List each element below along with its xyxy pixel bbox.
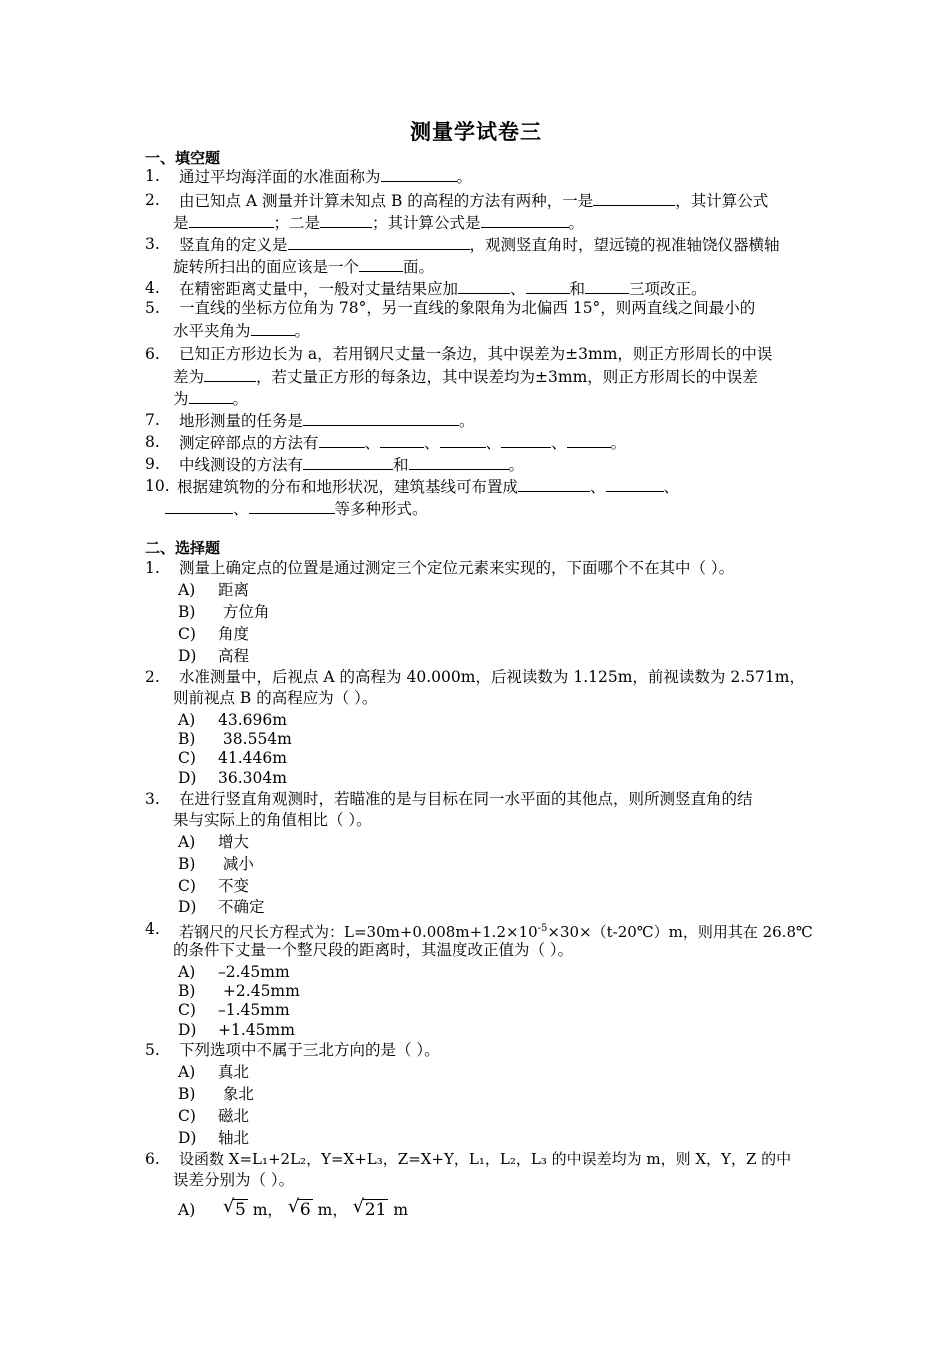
question-text: 差为 ，若丈量正方形的每条边，其中误差均为±3mm，则正方形周长的中误差: [173, 368, 758, 386]
option: B) 38.554m: [178, 730, 292, 748]
question-text: 则前视点 B 的高程应为（ ）。: [173, 689, 378, 707]
section-heading-multiple-choice: 二、选择题: [145, 539, 221, 557]
option: D) 不确定: [178, 898, 265, 916]
option: C) 不变: [178, 877, 250, 895]
option: A) 真北: [178, 1063, 250, 1081]
blank: [593, 190, 675, 206]
question-text: 为 。: [173, 390, 249, 408]
question-number: 9.: [145, 455, 160, 473]
question-text: 下列选项中不属于三北方向的是（ ）。: [179, 1041, 440, 1059]
blank: [381, 166, 457, 182]
option: D) 轴北: [178, 1129, 250, 1147]
question-number: 3.: [145, 235, 160, 253]
question-text: 水准测量中，后视点 A 的高程为 40.000m，后视读数为 1.125m，前视读数为 2.571m，: [179, 668, 805, 686]
blank: [440, 432, 486, 448]
question-number: 4.: [145, 920, 160, 938]
question-number: 6.: [145, 1150, 160, 1168]
blank: [409, 454, 509, 470]
question-text: 的条件下丈量一个整尺段的距离时，其温度改正值为（ ）。: [173, 941, 574, 959]
question-number: 8.: [145, 433, 160, 451]
option: C) –1.45mm: [178, 1001, 290, 1019]
question-number: 2.: [145, 191, 160, 209]
question-text: 地形测量的任务是 。: [179, 412, 475, 430]
option: A) 43.696m: [178, 711, 287, 729]
blank: [303, 410, 459, 426]
option: A) √ 5 m， √ 6 m， √ 21 m: [178, 1196, 409, 1220]
sqrt-expression: √ 6: [287, 1196, 311, 1220]
question-text: 、 等多种形式。: [165, 498, 428, 519]
option: B) +2.45mm: [178, 982, 300, 1000]
sqrt-expression: √ 21: [352, 1196, 387, 1220]
question-number: 5.: [145, 1041, 160, 1059]
question-text: 一直线的坐标方位角为 78°，另一直线的象限角为北偏西 15°，则两直线之间最小的: [179, 299, 756, 317]
question-text: 根据建筑物的分布和地形状况，建筑基线可布置成 、 、: [177, 478, 680, 496]
blank: [481, 212, 569, 228]
question-text: 通过平均海洋面的水准面称为 。: [179, 168, 473, 186]
section-heading-fill-blank: 一、填空题: [145, 149, 221, 167]
question-number: 1.: [145, 167, 160, 185]
blank: [320, 212, 372, 228]
sqrt-expression: √ 5: [222, 1196, 246, 1220]
question-number: 6.: [145, 345, 160, 363]
blank: [501, 432, 551, 448]
question-number: 4.: [145, 279, 160, 297]
question-text: 旋转所扫出的面应该是一个 面。: [173, 258, 435, 276]
blank: [585, 278, 629, 294]
option: C) 角度: [178, 625, 250, 643]
question-text: 测定碎部点的方法有 、 、 、 、 。: [179, 434, 627, 452]
option: A) 距离: [178, 581, 250, 599]
blank: [165, 498, 233, 514]
question-text: 测量上确定点的位置是通过测定三个定位元素来实现的，下面哪个不在其中（ ）。: [179, 559, 735, 577]
question-text: 是 ；二是 ；其计算公式是 。: [173, 214, 585, 232]
question-number: 3.: [145, 790, 160, 808]
blank: [380, 432, 424, 448]
blank: [189, 212, 274, 228]
question-text: 中线测设的方法有 和 。: [179, 456, 525, 474]
blank: [526, 278, 570, 294]
blank: [606, 476, 664, 492]
question-number: 2.: [145, 668, 160, 686]
blank: [251, 320, 295, 336]
option: D) +1.45mm: [178, 1021, 295, 1039]
blank: [249, 498, 335, 514]
blank: [518, 476, 590, 492]
question-text: 水平夹角为 。: [173, 322, 311, 340]
question-number: 10.: [145, 477, 170, 495]
question-number: 5.: [145, 299, 160, 317]
question-text: 竖直角的定义是 ，观测竖直角时，望远镜的视准轴饶仪器横轴: [179, 236, 780, 254]
question-text: 果与实际上的角值相比（ ）。: [173, 811, 372, 829]
question-text: 设函数 X=L₁+2L₂，Y=X+L₃，Z=X+Y，L₁，L₂，L₃ 的中误差均为 m，则 X，Y，Z 的中: [179, 1150, 792, 1168]
option: C) 磁北: [178, 1107, 250, 1125]
question-text: 已知正方形边长为 a，若用钢尺丈量一条边，其中误差为±3mm，则正方形周长的中误: [179, 345, 773, 363]
blank: [359, 256, 403, 272]
question-text: 由已知点 A 测量并计算未知点 B 的高程的方法有两种，一是 ，其计算公式: [179, 192, 769, 210]
page-title: 测量学试卷三: [410, 119, 542, 144]
blank: [204, 366, 256, 382]
blank: [288, 234, 470, 250]
option: B) 减小: [178, 855, 254, 873]
blank: [319, 432, 365, 448]
question-text: 在精密距离丈量中，一般对丈量结果应加 、 和 三项改正。: [179, 280, 707, 298]
option: D) 36.304m: [178, 769, 287, 787]
question-number: 1.: [145, 559, 160, 577]
option: B) 方位角: [178, 603, 270, 621]
option: A) –2.45mm: [178, 963, 290, 981]
option: D) 高程: [178, 647, 250, 665]
option: A) 增大: [178, 833, 250, 851]
blank: [303, 454, 393, 470]
blank: [458, 278, 510, 294]
blank: [189, 388, 233, 404]
option: C) 41.446m: [178, 749, 287, 767]
question-number: 7.: [145, 411, 160, 429]
question-text: 误差分别为（ ）。: [173, 1171, 295, 1189]
question-text: 若钢尺的尺长方程式为：$L=30m+0.008m+1.2\times 10^{-5}\times 30\times(t-20℃)m$，则用其在 26.8℃: [179, 923, 813, 941]
option: B) 象北: [178, 1085, 254, 1103]
question-text: 在进行竖直角观测时，若瞄准的是与目标在同一水平面的其他点，则所测竖直角的结: [179, 790, 753, 808]
blank: [567, 432, 611, 448]
